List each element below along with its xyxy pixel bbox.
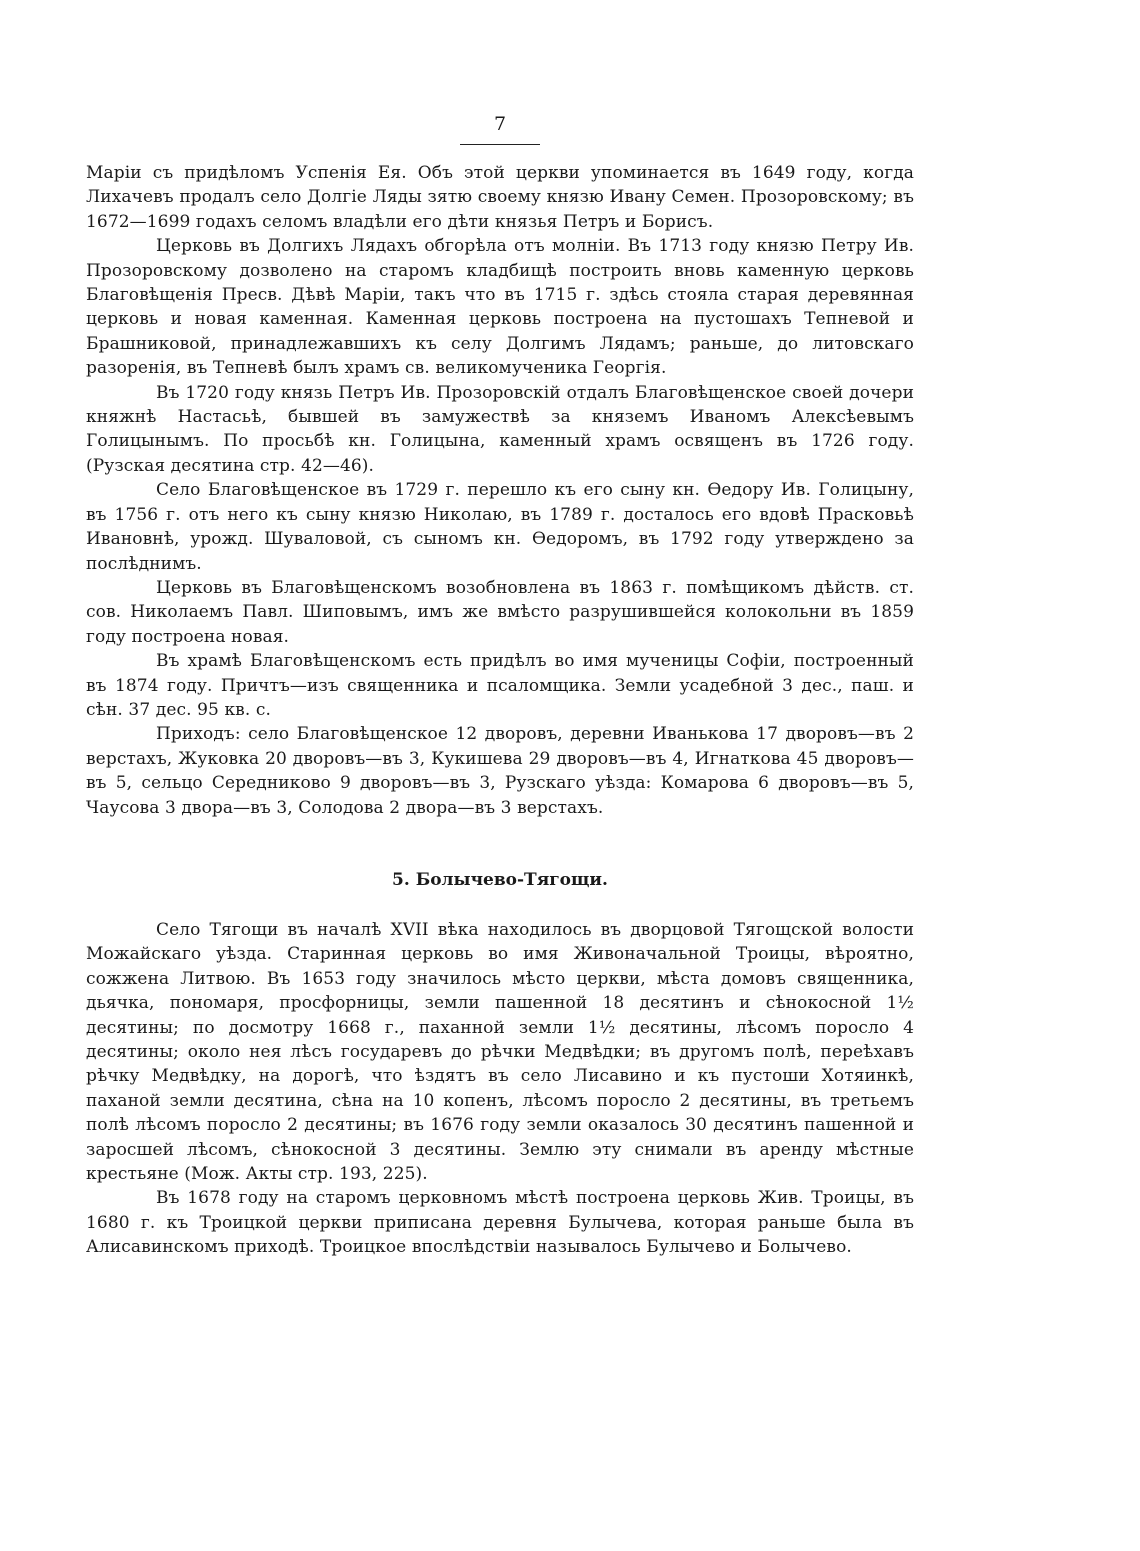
paragraph: Церковь въ Благовѣщенскомъ возобновлена въ 1863 г. помѣщикомъ дѣйств. ст. сов. Николаемъ Павл. Шиповымъ, имъ же вмѣсто разрушившейся колокольни въ 1859 году построена новая. <box>86 577 914 647</box>
document-page <box>86 112 914 1260</box>
paragraph: Село Благовѣщенское въ 1729 г. перешло къ его сыну кн. Ѳедору Ив. Голицыну, въ 1756 г. отъ него къ сыну князю Николаю, въ 1789 г. досталось его вдовѣ Прасковьѣ Ивановнѣ, урожд. Шуваловой, съ сыномъ кн. Ѳедоромъ, въ 1792 году утверждено за послѣднимъ. <box>86 480 914 574</box>
section-heading: 5. Болычево-Тягощи. <box>392 869 608 890</box>
page-number-rule <box>460 144 540 145</box>
section-paragraph: Въ 1678 году на старомъ церковномъ мѣстѣ построена церковь Жив. Троицы, въ 1680 г. къ Троицкой церкви приписана деревня Булычева, которая раньше была въ Алисавинскомъ приходѣ. Троицкое впослѣдствіи называлось Булычево и Болычево. <box>86 1188 914 1258</box>
section-paragraph: Село Тягощи въ началѣ XVII вѣка находилось въ дворцовой Тягощской волости Можайскаго уѣзда. Старинная церковь во имя Живоначальной Троицы, вѣроятно, сожжена Литвою. Въ 1653 году значилось мѣсто церкви, мѣста домовъ священника, дьячка, пономаря, просфорницы, земли пашенной 18 десятинъ и сѣнокосной 1½ десятины; по досмотру 1668 г., паханной земли 1½ десятины, лѣсомъ поросло 4 десятины; около нея лѣсъ государевъ до рѣчки Медвѣдки; въ другомъ полѣ, переѣхавъ рѣчку Медвѣдку, на дорогѣ, что ѣздятъ въ село Лисавино и къ пустоши Хотяинкѣ, паханой земли десятина, сѣна на 10 копенъ, лѣсомъ поросло 2 десятины, въ третьемъ полѣ лѣсомъ поросло 2 десятины; въ 1676 году земли оказалось 30 десятинъ пашенной и заросшей лѣсомъ, сѣнокосной 3 десятины. Землю эту снимали въ аренду мѣстные крестьяне (Мож. Акты стр. 193, 225). <box>86 919 914 1185</box>
paragraph: Въ 1720 году князь Петръ Ив. Прозоровскій отдалъ Благовѣщенское своей дочери княжнѣ Настасьѣ, бывшей въ замужествѣ за княземъ Иваномъ Алексѣевымъ Голицынымъ. По просьбѣ кн. Голицына, каменный храмъ освященъ въ 1726 году. (Рузская десятина стр. 42—46). <box>86 382 914 476</box>
paragraph-continuation: Маріи съ придѣломъ Успенія Ея. Объ этой церкви упоминается въ 1649 году, когда Лихачевъ продалъ село Долгіе Ляды зятю своему князю Ивану Семен. Прозоровскому; въ 1672—1699 годахъ селомъ владѣли его дѣти князья Петръ и Борисъ. <box>86 163 914 232</box>
paragraph: Церковь въ Долгихъ Лядахъ обгорѣла отъ молніи. Въ 1713 году князю Петру Ив. Прозоровскому дозволено на старомъ кладбищѣ построить вновь каменную церковь Благовѣщенія Пресв. Дѣвѣ Маріи, такъ что въ 1715 г. здѣсь стояла старая деревянная церковь и новая каменная. Каменная церковь построена на пустошахъ Тепневой и Брашниковой, принадлежавшихъ къ селу Долгимъ Лядамъ; раньше, до литовскаго разоренія, въ Тепневѣ былъ храмъ св. великомученика Георгія. <box>86 236 914 379</box>
page-number: 7 <box>493 113 507 135</box>
paragraph: Въ храмѣ Благовѣщенскомъ есть придѣлъ во имя мученицы Софіи, построенный въ 1874 году. Причтъ—изъ священника и псаломщика. Земли усадебной 3 дес., паш. и сѣн. 37 дес. 95 кв. с. <box>86 651 914 720</box>
paragraph: Приходъ: село Благовѣщенское 12 дворовъ, деревни Иванькова 17 дворовъ—въ 2 верстахъ, Жуковка 20 дворовъ—въ 3, Кукишева 29 дворовъ—въ 4, Игнаткова 45 дворовъ—въ 5, сельцо Середниково 9 дворовъ—въ 3, Рузскаго уѣзда: Комарова 6 дворовъ—въ 5, Чаусова 3 двора—въ 3, Солодова 2 двора—въ 3 верстахъ. <box>86 724 914 818</box>
